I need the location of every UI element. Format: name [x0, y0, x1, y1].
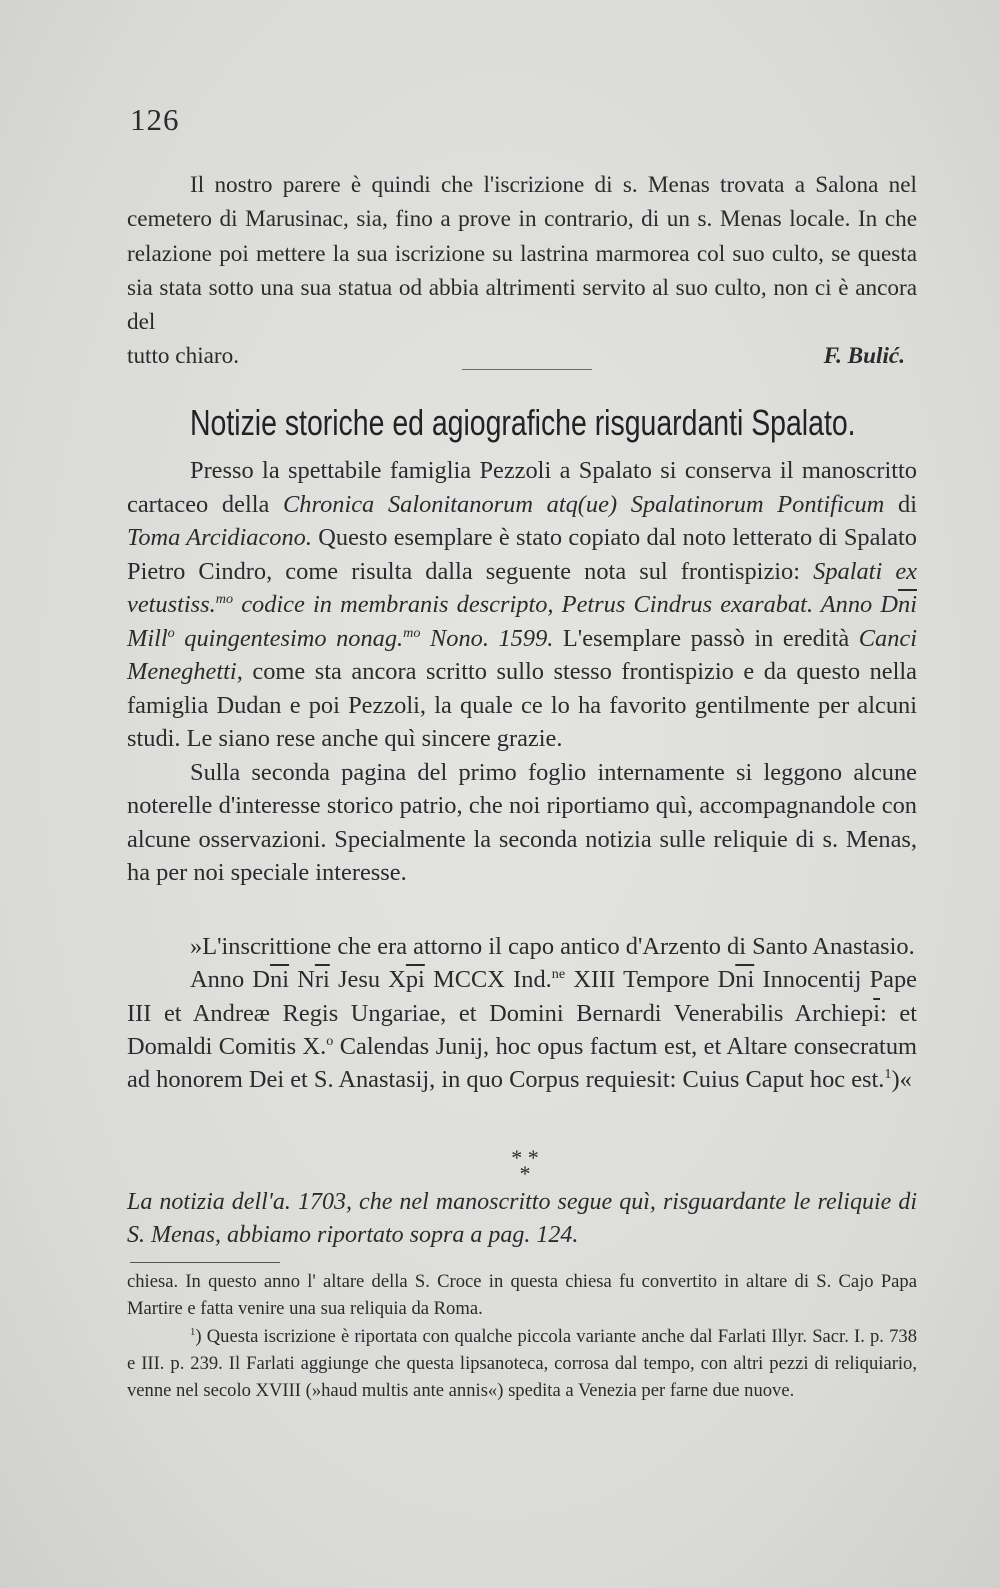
text-run: N — [289, 966, 315, 994]
footnote-rule — [130, 1262, 280, 1263]
footnote-continued: chiesa. In questo anno l' altare della S. Croce in questa chiesa fu convertito in altare di S. Cajo Papa Martire e fatta venire una sua reliquia da Roma. — [127, 1271, 917, 1320]
note-run: Nono. 1599. — [420, 624, 554, 652]
text-run: di — [884, 490, 917, 518]
superscript: ne — [551, 966, 566, 983]
text-run: Innocentij Pape III et Andreæ Regis Ungariae, et Domini Bernardi Venerabilis Archiep — [127, 966, 917, 1027]
intro-last-line: tutto chiaro. — [127, 343, 240, 370]
abbreviation: $\overline{ri}$ — [314, 966, 330, 994]
text-run: : et Domaldi Comitis X. — [127, 999, 917, 1060]
text-run: Questo esemplare è stato copiato dal noto letterato di Spalato Pietro Cindro, come risulta dalla seguente nota sul frontispizio: — [127, 524, 917, 585]
text-run: Jesu X — [329, 966, 406, 994]
intro-closing-line — [127, 339, 917, 373]
footnote-marker: 1 — [884, 1066, 892, 1083]
text-run: MCCX Ind. — [424, 966, 552, 994]
abbreviation: $\overline{ni}$ — [735, 966, 755, 994]
quote-inscription — [127, 963, 917, 1096]
paragraph-notes: Sulla seconda pagina del primo foglio internamente si leggono alcune noterelle d'interesse storico patrio, che noi riportiamo quì, accompagnandole con alcune osservazioni. Specialmente la seconda notizia sulle reliquie di s. Menas, ha per noi speciale interesse. — [127, 758, 917, 886]
intro-paragraph — [127, 168, 917, 373]
text-run: come sta ancora scritto sullo stesso frontispizio e da questo nella famiglia Dudan e poi Pezzoli, la quale ce lo ha favorito gentilmente per alcuni studi. Le siano rese anche quì sincere grazie. — [127, 658, 917, 752]
footnote-1 — [127, 1323, 917, 1405]
asterism: * * * — [511, 1145, 539, 1186]
text-run: Anno D — [190, 966, 271, 994]
note-run: codice in membranis descripto, Petrus Cindrus exarabat. Anno D — [233, 591, 899, 618]
article-body — [127, 454, 917, 890]
text-run: )« — [891, 1066, 912, 1094]
superscript: mo — [215, 590, 234, 607]
text-run: L'esemplare passò in eredità — [553, 624, 859, 652]
author-signature: F. Bulić. — [823, 343, 905, 370]
separator-rule — [462, 369, 592, 370]
page-number: 126 — [130, 102, 180, 137]
superscript: mo — [403, 624, 421, 641]
author-name: Toma Arcidiacono. — [127, 524, 312, 551]
section-heading: Notizie storiche ed agiografiche risguardanti Spalato. — [190, 402, 856, 443]
italic-note: La notizia dell'a. 1703, che nel manoscritto segue quì, risguardante le reliquie di S. Menas, abbiamo riportato sopra a pag. 124. — [127, 1189, 917, 1248]
quote-intro: »L'inscrittione che era attorno il capo antico d'Arzento di Santo Anastasio. — [190, 933, 915, 960]
note-run: Spalati ex vetustiss. — [127, 557, 917, 618]
work-title: Chronica Salonitanorum atq(ue) Spalatinorum Pontificum — [283, 490, 885, 518]
footnote-number: 1 — [190, 1325, 196, 1338]
superscript: o — [326, 1032, 334, 1049]
text-run: XIII Tempore D — [565, 966, 736, 994]
note-run: Mill — [127, 624, 168, 652]
note-run: quingentesimo nonag. — [174, 624, 404, 652]
abbreviation: $\overline{ni}$ — [270, 966, 290, 994]
footnotes — [127, 1268, 917, 1404]
paragraph-manuscript — [127, 454, 917, 756]
footnote-text: ) Questa iscrizione è riportata con qualche piccola variante anche dal Farlati Illyr. Sacr. I. p. 738 e III. p. 239. Il Farlati aggiunge che questa lipsanoteca, corrosa dal tempo, con altri pezzi di reliquiario, venne nel secolo XVIII (»haud multis ante annis«) spedita a Venezia per farne due nuove. — [127, 1325, 917, 1402]
superscript: o — [167, 624, 175, 641]
abbreviation: $\overline{pi}$ — [405, 966, 425, 994]
abbreviation: $\overline{ni}$ — [898, 591, 917, 618]
owner-name: Canci Meneghetti, — [127, 624, 918, 685]
text-run: Calendas Junij, hoc opus factum est, et Altare consecratum ad honorem Dei et S. Anastasij, in quo Corpus requiesit: Cuius Caput hoc est. — [127, 1032, 917, 1094]
inscription-quote — [127, 930, 917, 1096]
text-run: Presso la spettabile famiglia Pezzoli a Spalato si conserva il manoscritto cartaceo della — [127, 457, 917, 518]
intro-text: Il nostro parere è quindi che l'iscrizione di s. Menas trovata a Salona nel cemetero di Marusinac, sia, fino a prove in contrario, di un s. Menas locale. In che relazione poi mettere la sua iscrizione su lastrina marmorea col suo culto, se questa sia stata sotto una sua statua od abbia altrimenti servito al suo culto, non ci è ancora del — [127, 172, 917, 336]
abbreviation: $\overline{i}$ — [873, 999, 881, 1027]
